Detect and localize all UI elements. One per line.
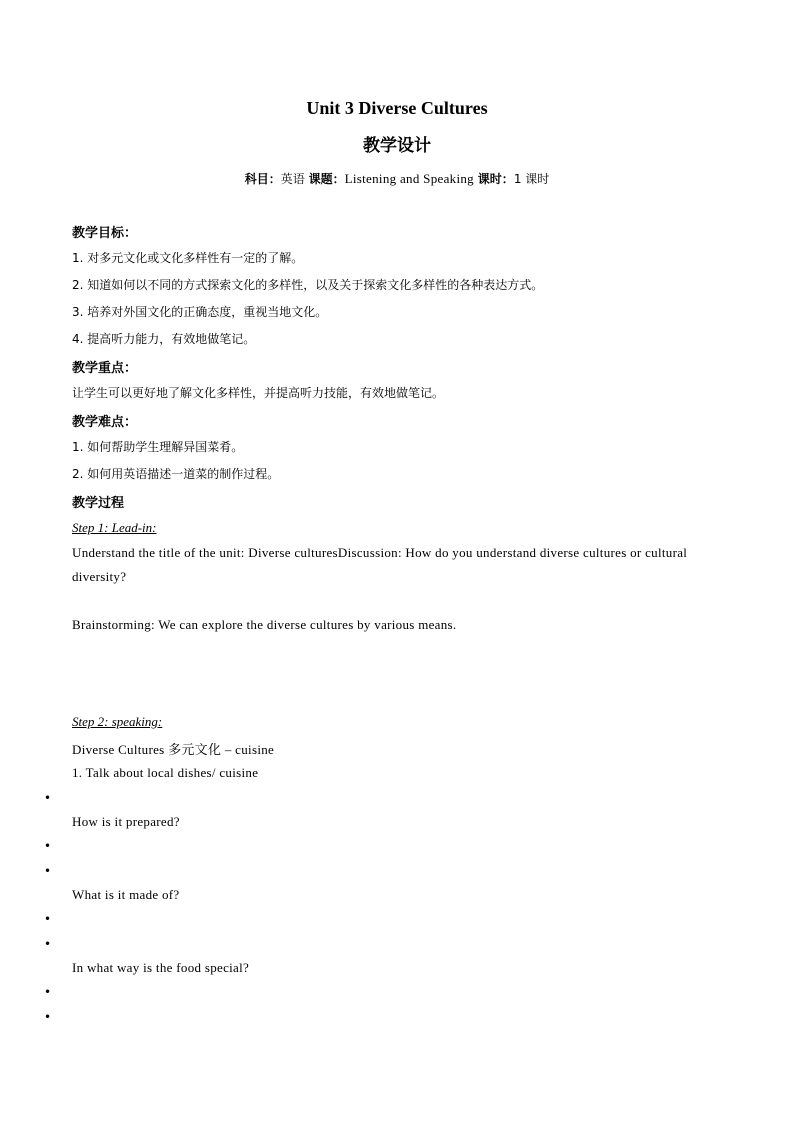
- document-title: Unit 3 Diverse Cultures: [306, 98, 488, 118]
- subject-value: 英语: [280, 172, 305, 186]
- bullet-point: •: [44, 791, 52, 805]
- objective-item: 2. 知道如何以不同的方式探索文化的多样性，以及关于探索文化多样性的各种表达方式。: [72, 278, 544, 292]
- period-value: 1 课时: [513, 172, 550, 186]
- topic-label: 课题：: [308, 172, 345, 186]
- bullet-point: •: [44, 839, 52, 853]
- question-text: In what way is the food special?: [72, 960, 250, 975]
- question-text: How is it prepared?: [72, 814, 180, 829]
- period-label: 课时：: [477, 172, 514, 186]
- topic-value: Listening and Speaking: [344, 171, 474, 186]
- difficulty-item: 1. 如何帮助学生理解异国菜肴。: [72, 440, 244, 454]
- difficulty-item: 2. 如何用英语描述一道菜的制作过程。: [72, 467, 280, 481]
- document-subtitle: 教学设计: [363, 136, 431, 156]
- objective-item: 1. 对多元文化或文化多样性有一定的了解。: [72, 251, 304, 265]
- lesson-meta: [0, 170, 794, 187]
- step2-label: Step 2: speaking:: [72, 714, 163, 729]
- key-points-text: 让学生可以更好地了解文化多样性，并提高听力技能，有效地做笔记。: [72, 386, 445, 400]
- brainstorm-text: Brainstorming: We can explore the diverse cultures by various means.: [72, 617, 457, 632]
- subject-label: 科目：: [244, 172, 281, 186]
- bullet-point: •: [44, 937, 52, 951]
- bullet-point: •: [44, 985, 52, 999]
- objective-item: 4. 提高听力能力，有效地做笔记。: [72, 332, 256, 346]
- objectives-heading: 教学目标：: [72, 226, 138, 241]
- difficulties-heading: 教学难点：: [72, 415, 138, 430]
- process-heading: 教学过程: [72, 496, 125, 511]
- step1-label: Step 1: Lead-in:: [72, 520, 157, 535]
- bullet-point: •: [44, 864, 52, 878]
- step2-line: Diverse Cultures 多元文化 – cuisine: [72, 742, 275, 757]
- bullet-point: •: [44, 1010, 52, 1024]
- step1-text: Understand the title of the unit: Diverse culturesDiscussion: How do you understand diverse cultures or cultural diversity?: [72, 545, 688, 584]
- bullet-point: •: [44, 912, 52, 926]
- question-text: What is it made of?: [72, 887, 180, 902]
- step2-line: 1. Talk about local dishes/ cuisine: [72, 765, 259, 780]
- key-points-heading: 教学重点：: [72, 361, 138, 376]
- objective-item: 3. 培养对外国文化的正确态度，重视当地文化。: [72, 305, 328, 319]
